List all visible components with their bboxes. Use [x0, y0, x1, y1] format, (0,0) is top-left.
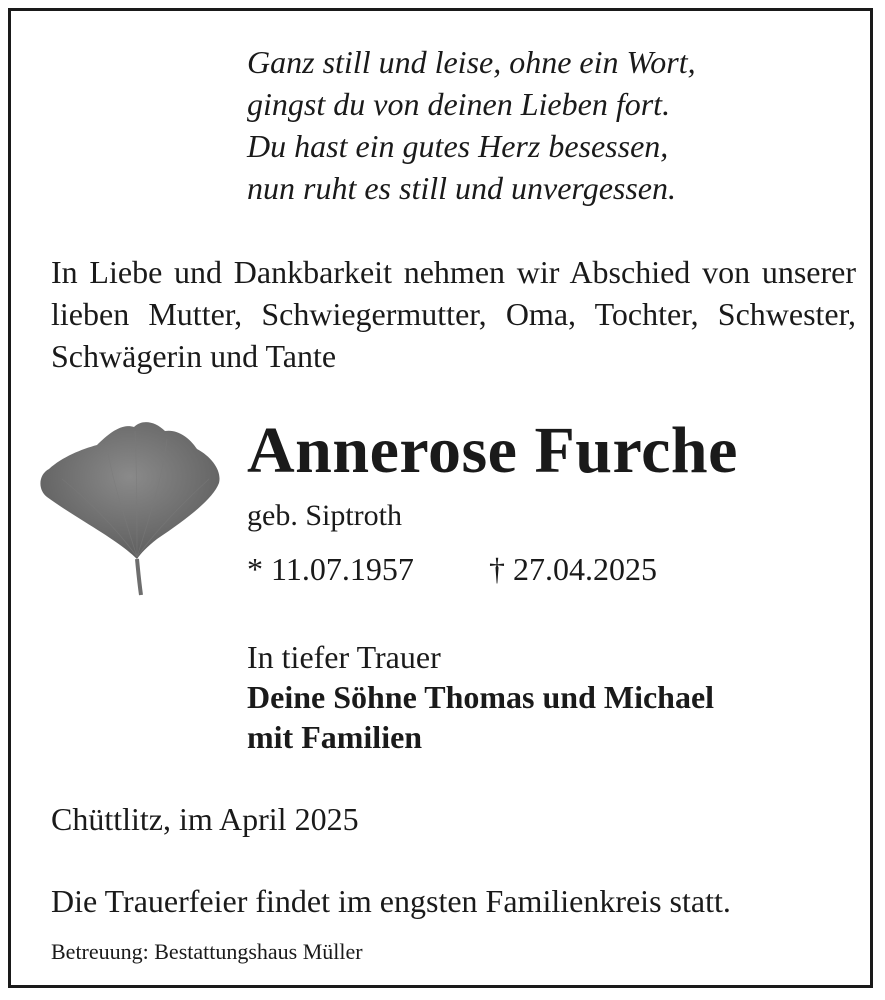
mourning-heading: In tiefer Trauer: [247, 639, 441, 675]
death-date-line: [489, 551, 657, 588]
mourners-line: Deine Söhne Thomas und Michael: [247, 679, 715, 715]
intro-text: In Liebe und Dankbarkeit nehmen wir Abschied von unserer lieben Mutter, Schwiegermutter, Oma, Tochter, Schwester, Schwägerin und Tante: [51, 254, 856, 374]
cross-icon: †: [489, 551, 505, 587]
mourners-line: mit Familien: [247, 719, 423, 755]
deceased-name: Annerose Furche: [247, 414, 738, 487]
poem-line: Du hast ein gutes Herz besessen,: [247, 128, 669, 164]
place-date: Chüttlitz, im April 2025: [51, 801, 359, 837]
poem-line: Ganz still und leise, ohne ein Wort,: [247, 44, 696, 80]
obituary-frame: [8, 8, 873, 988]
poem-line: gingst du von deinen Lieben fort.: [247, 86, 671, 122]
ceremony-note: Die Trauerfeier findet im engsten Familienkreis statt.: [51, 883, 731, 919]
undertaker-note: Betreuung: Bestattungshaus Müller: [51, 939, 363, 964]
death-date: 27.04.2025: [513, 551, 657, 587]
ginkgo-leaf-icon: [37, 419, 227, 599]
poem: [247, 41, 696, 209]
birth-date: * 11.07.1957: [247, 551, 414, 587]
poem-line: nun ruht es still und unvergessen.: [247, 170, 676, 206]
maiden-name: geb. Siptroth: [247, 499, 402, 532]
mourning-block: [247, 637, 714, 757]
